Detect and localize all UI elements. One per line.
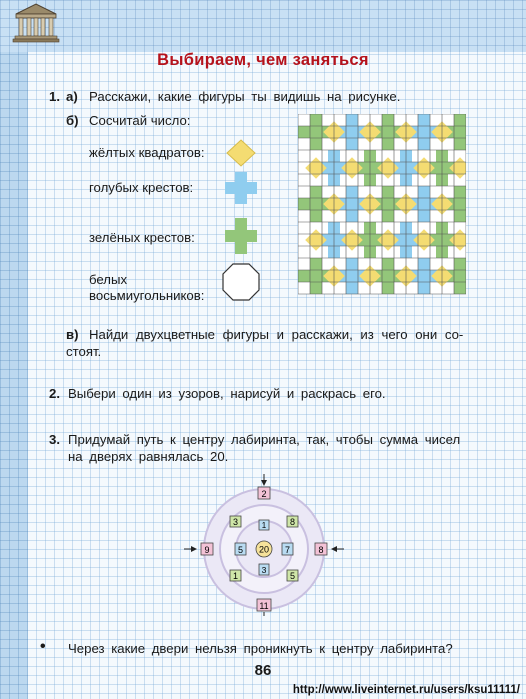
header-band: [0, 0, 526, 52]
task-1v-label: в): [66, 327, 79, 342]
svg-text:8: 8: [289, 517, 296, 527]
yellow-squares-label: жёлтых квадратов:: [89, 145, 205, 160]
page-title: Выбираем, чем заняться: [157, 51, 369, 69]
door-right: [315, 543, 327, 555]
svg-text:20: 20: [258, 544, 270, 555]
maze-center: [256, 541, 272, 557]
left-margin-band: [0, 0, 28, 699]
svg-text:7: 7: [284, 545, 291, 555]
temple-icon: [12, 2, 60, 44]
svg-text:8: 8: [318, 545, 324, 555]
bullet-question: Через какие двери нельзя проникнуть к центру лабиринта?: [68, 641, 453, 656]
svg-text:3: 3: [232, 517, 239, 527]
door-inner-top-left: [230, 516, 241, 527]
svg-text:9: 9: [204, 545, 210, 555]
svg-text:5: 5: [289, 571, 296, 581]
svg-text:1: 1: [261, 521, 267, 530]
yellow-square-sample-icon: [227, 140, 255, 166]
blue-crosses-label: голубых крестов:: [89, 180, 194, 195]
white-octagon-sample-icon: [223, 264, 259, 300]
bullet-icon: •: [40, 638, 46, 655]
white-octagons-label-line1: белых: [89, 272, 128, 287]
task-1b-text: Сосчитай число:: [89, 113, 191, 128]
door-center-right: [282, 543, 293, 555]
svg-text:5: 5: [237, 545, 244, 555]
door-inner-top-right: [287, 516, 298, 527]
door-inner-bottom-right: [287, 570, 298, 581]
blue-cross-sample-icon: [225, 172, 257, 204]
svg-text:2: 2: [261, 489, 267, 499]
door-center-left: [235, 543, 246, 555]
task-2-text: Выбери один из узоров, нарисуй и раскрась его.: [68, 386, 386, 401]
door-inner-bottom-left: [230, 570, 241, 581]
task-1a-label: а): [66, 89, 78, 104]
door-center-bottom: [259, 564, 269, 575]
door-left: [201, 543, 213, 555]
svg-text:1: 1: [232, 571, 239, 581]
task-1-number: 1.: [49, 89, 60, 104]
task-3-line1: Придумай путь к центру лабиринта, так, чтобы сумма чисел: [68, 432, 461, 447]
task-1b-label: б): [66, 113, 79, 128]
door-bottom: [257, 599, 271, 611]
page-number: 86: [254, 662, 272, 679]
pattern-grid: [298, 114, 466, 302]
task-1a-text: Расскажи, какие фигуры ты видишь на рисунке.: [89, 89, 401, 104]
task-2-number: 2.: [49, 386, 60, 401]
door-top: [258, 487, 270, 499]
watermark-url: http://www.liveinternet.ru/users/ksu11111/: [292, 684, 520, 696]
shape-samples: [221, 136, 261, 336]
maze: [178, 470, 350, 618]
svg-text:3: 3: [261, 565, 267, 575]
white-octagons-label-line2: восьмиугольников:: [89, 288, 205, 303]
svg-text:11: 11: [259, 601, 269, 611]
green-cross-sample-icon: [225, 218, 257, 254]
door-center-top: [259, 520, 269, 530]
green-crosses-label: зелёных крестов:: [89, 230, 195, 245]
task-1v-line2: стоят.: [66, 344, 102, 359]
task-3-line2: на дверях равнялась 20.: [68, 449, 229, 464]
task-3-number: 3.: [49, 432, 60, 447]
task-1v-line1: Найди двухцветные фигуры и расскажи, из чего они со-: [89, 327, 464, 342]
